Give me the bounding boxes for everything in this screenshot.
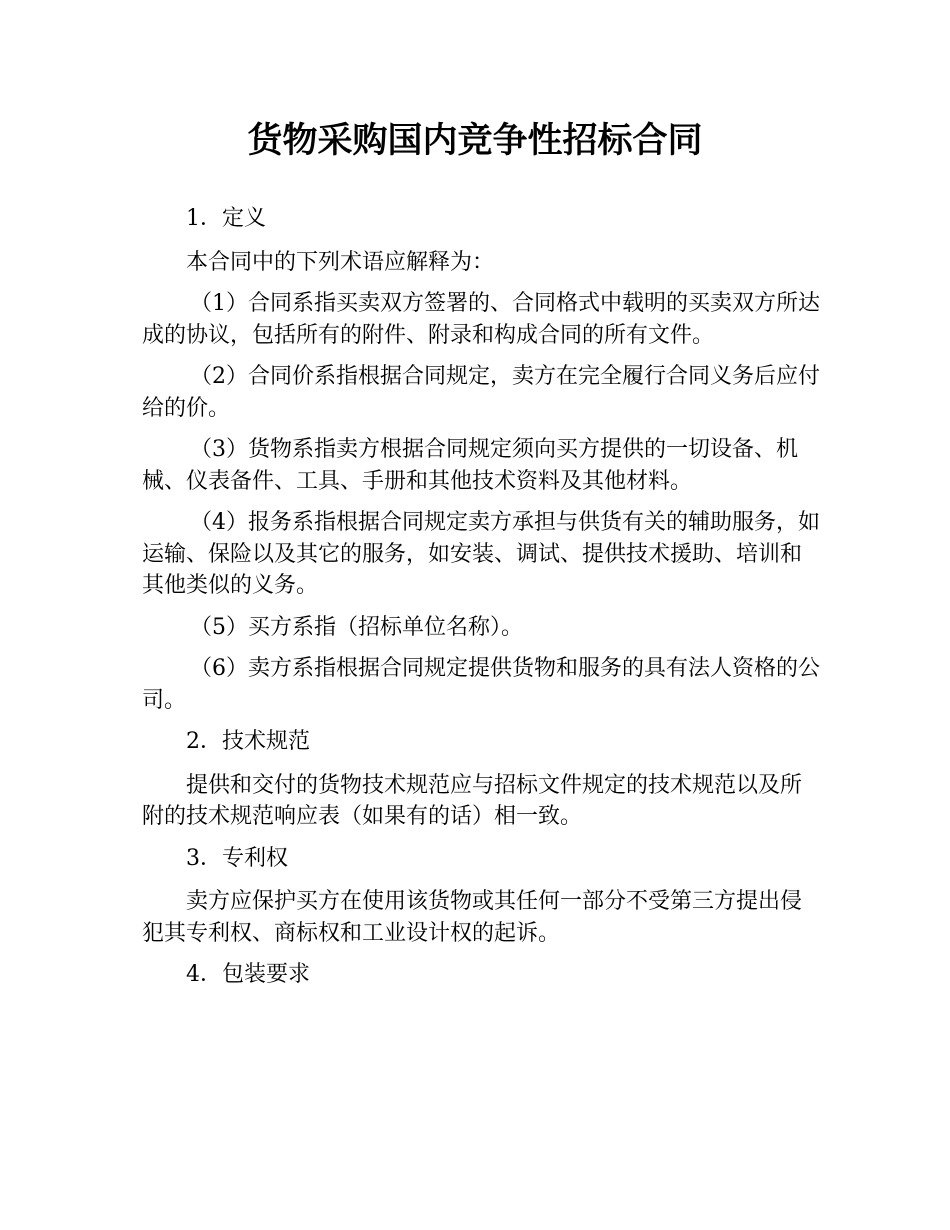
definition-item-6: （6）卖方系指根据合同规定提供货物和服务的具有法人资格的公司。 [142,656,820,713]
definition-item-2: （2）合同价系指根据合同规定，卖方在完全履行合同义务后应付给的价。 [142,364,820,421]
definition-item-3: （3）货物系指卖方根据合同规定须向买方提供的一切设备、机械、仪表备件、工具、手册和其他技术资料及其他材料。 [142,437,798,494]
definition-item-4: （4）报务系指根据合同规定卖方承担与供货有关的辅助服务，如运输、保险以及其它的服务，如安装、调试、提供技术援助、培训和其他类似的义务。 [142,510,820,598]
paragraph-intro: 本合同中的下列术语应解释为： [186,249,495,275]
paragraph-technical-specs: 提供和交付的货物技术规范应与招标文件规定的技术规范以及所附的技术规范响应表（如果有的话）相一致。 [142,772,803,829]
definition-item-5: （5）买方系指（招标单位名称）。 [190,614,523,640]
section-heading-definitions: 1．定义 [186,206,266,231]
definition-item-1: （1）合同系指买卖双方签署的、合同格式中载明的买卖双方所达成的协议，包括所有的附件、附录和构成合同的所有文件。 [142,291,820,348]
section-heading-packaging: 4．包装要求 [186,962,310,987]
document-body [142,203,822,1003]
section-heading-patent: 3．专利权 [186,845,288,871]
section-heading-technical-specs: 2．技术规范 [186,729,310,754]
paragraph-patent: 卖方应保护买方在使用该货物或其任何一部分不受第三方提出侵犯其专利权、商标权和工业设计权的起诉。 [142,889,803,946]
document-title: 货物采购国内竞争性招标合同 [247,121,703,161]
